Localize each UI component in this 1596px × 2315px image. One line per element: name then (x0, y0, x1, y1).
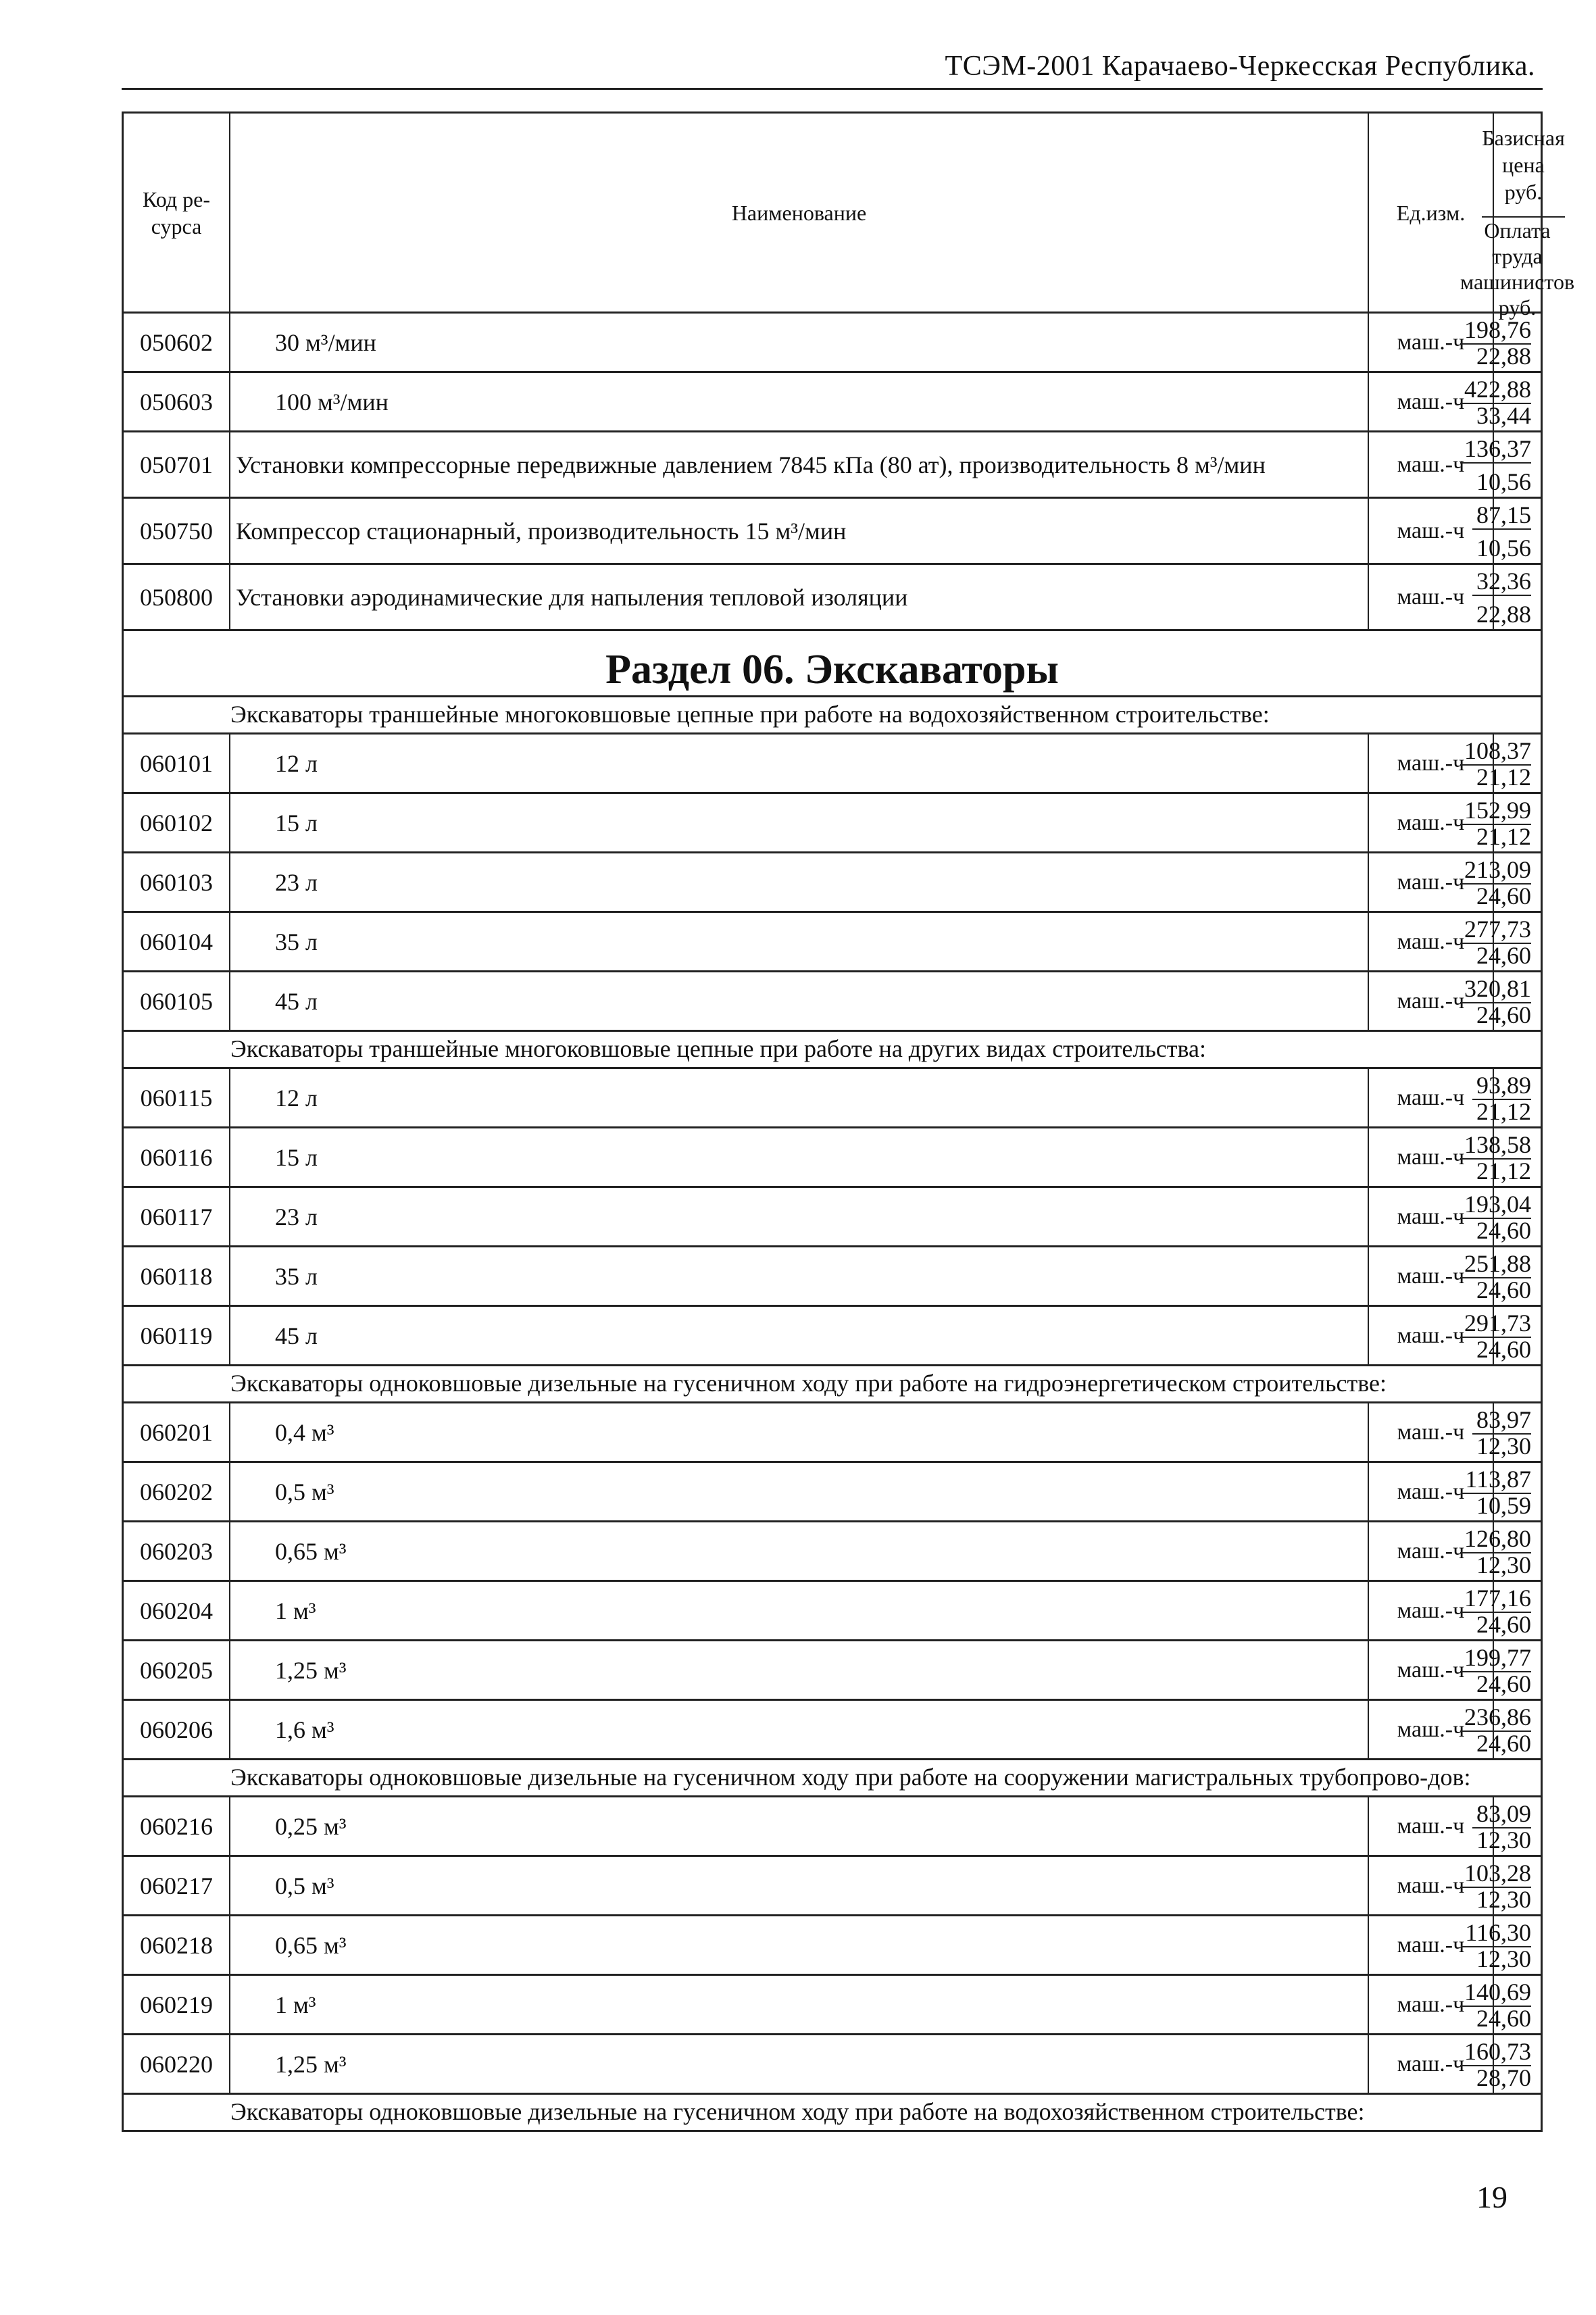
resource-unit: маш.-ч (1369, 1403, 1494, 1461)
page-number: 19 (1476, 2180, 1507, 2214)
resource-price-cell (1476, 499, 1541, 563)
resource-name: 100 м³/мин (230, 373, 1369, 430)
base-price: 291,73 (1460, 1310, 1531, 1338)
resource-name: Установки компрессорные передвижные давлением 7845 кПа (80 ат), производительность 8 м³/мин (230, 432, 1369, 497)
resource-price-cell (1464, 1307, 1541, 1364)
group-heading-row (124, 1364, 1541, 1401)
table-row (124, 497, 1541, 563)
table-row (124, 970, 1541, 1030)
resource-unit: маш.-ч (1369, 373, 1494, 430)
table-row (124, 732, 1541, 792)
operator-labor-price: 10,56 (1476, 468, 1531, 495)
section-title: Раздел 06. Экскаваторы (605, 647, 1059, 693)
resource-name: 12 л (230, 735, 1369, 792)
resource-price-cell (1464, 735, 1541, 792)
table-row (124, 1914, 1541, 1974)
resource-unit: маш.-ч (1369, 1188, 1494, 1245)
base-price: 160,73 (1460, 2038, 1531, 2066)
base-price: 83,97 (1472, 1406, 1531, 1435)
resource-code: 060202 (124, 1463, 230, 1520)
operator-labor-price: 24,60 (1476, 2005, 1531, 2032)
header-rule (122, 88, 1543, 90)
resource-code: 060105 (124, 972, 230, 1030)
price-table (122, 111, 1575, 2132)
resource-code: 060206 (124, 1701, 230, 1758)
base-price: 32,36 (1472, 568, 1531, 596)
resource-code: 060218 (124, 1916, 230, 1974)
resource-name: 0,25 м³ (230, 1797, 1369, 1855)
table-row (124, 851, 1541, 911)
resource-code: 060117 (124, 1188, 230, 1245)
operator-labor-price: 12,30 (1476, 1945, 1531, 1972)
table-row (124, 792, 1541, 851)
table-row (124, 1580, 1541, 1639)
base-price: 103,28 (1460, 1860, 1531, 1888)
resource-name: 0,4 м³ (230, 1403, 1369, 1461)
table-row (124, 1245, 1541, 1305)
table-row (124, 371, 1541, 430)
resource-code: 060101 (124, 735, 230, 792)
group-heading-row (124, 2093, 1541, 2130)
operator-labor-price: 24,60 (1476, 1001, 1531, 1028)
resource-name: 1,6 м³ (230, 1701, 1369, 1758)
table-row (124, 1855, 1541, 1914)
resource-unit: маш.-ч (1369, 1976, 1494, 2033)
operator-labor-price: 24,60 (1476, 942, 1531, 969)
header-price-labor: Оплата труда машинистов руб. (1460, 218, 1575, 320)
resource-price-cell (1464, 972, 1541, 1030)
operator-labor-price: 21,12 (1476, 1158, 1531, 1185)
base-price: 152,99 (1460, 797, 1531, 825)
resource-name: 1,25 м³ (230, 1641, 1369, 1699)
resource-name: 45 л (230, 972, 1369, 1030)
operator-labor-price: 24,60 (1476, 1217, 1531, 1244)
resource-name: 1,25 м³ (230, 2035, 1369, 2093)
resource-code: 060116 (124, 1128, 230, 1186)
resource-code: 060220 (124, 2035, 230, 2093)
table-row (124, 1699, 1541, 1758)
resource-price-cell (1464, 1522, 1541, 1580)
running-header: ТСЭМ-2001 Карачаево-Черкесская Республика. (945, 51, 1535, 82)
resource-code: 060216 (124, 1797, 230, 1855)
base-price: 136,37 (1460, 435, 1531, 464)
base-price: 251,88 (1460, 1250, 1531, 1278)
base-price: 320,81 (1460, 975, 1531, 1003)
resource-name: 1 м³ (230, 1582, 1369, 1639)
resource-price-cell (1464, 1188, 1541, 1245)
resource-price-cell (1476, 1069, 1541, 1126)
operator-labor-price: 21,12 (1476, 823, 1531, 850)
base-price: 236,86 (1460, 1703, 1531, 1732)
resource-price-cell (1464, 2035, 1541, 2093)
resource-price-cell (1476, 565, 1541, 629)
table-row (124, 1305, 1541, 1364)
table-row (124, 1974, 1541, 2033)
resource-code: 060204 (124, 1582, 230, 1639)
operator-labor-price: 21,12 (1476, 764, 1531, 791)
group-heading: Экскаваторы одноковшовые дизельные на гусеничном ходу при работе на водохозяйственном строительстве: (230, 2098, 1365, 2125)
resource-code: 050750 (124, 499, 230, 563)
resource-name: 0,5 м³ (230, 1463, 1369, 1520)
operator-labor-price: 28,70 (1476, 2064, 1531, 2091)
operator-labor-price: 22,88 (1476, 343, 1531, 370)
table-row (124, 1067, 1541, 1126)
base-price: 177,16 (1460, 1585, 1531, 1613)
resource-code: 050602 (124, 314, 230, 371)
operator-labor-price: 10,56 (1476, 534, 1531, 562)
operator-labor-price: 33,44 (1476, 402, 1531, 429)
resource-price-cell (1465, 1463, 1541, 1520)
resource-unit: маш.-ч (1369, 1307, 1494, 1364)
group-heading-row (124, 1758, 1541, 1795)
base-price: 199,77 (1460, 1644, 1531, 1672)
resource-price-cell (1464, 1857, 1541, 1914)
group-heading: Экскаваторы траншейные многоковшовые цепные при работе на других видах строительства: (230, 1035, 1206, 1062)
group-heading-row (124, 1030, 1541, 1067)
resource-unit: маш.-ч (1369, 1797, 1494, 1855)
base-price: 108,37 (1460, 737, 1531, 766)
section-heading-row (124, 629, 1541, 695)
base-price: 422,88 (1460, 376, 1531, 404)
base-price: 140,69 (1460, 1978, 1531, 2007)
resource-unit: маш.-ч (1369, 735, 1494, 792)
resource-price-cell (1464, 1701, 1541, 1758)
base-price: 87,15 (1472, 501, 1531, 530)
table-body (124, 312, 1541, 2130)
base-price: 198,76 (1460, 316, 1531, 345)
operator-labor-price: 21,12 (1476, 1098, 1531, 1125)
base-price: 126,80 (1460, 1525, 1531, 1553)
table-row (124, 1401, 1541, 1461)
resource-name: Установки аэродинамические для напыления тепловой изоляции (230, 565, 1369, 629)
operator-labor-price: 24,60 (1476, 1730, 1531, 1757)
group-heading: Экскаваторы одноковшовые дизельные на гусеничном ходу при работе на гидроэнергетическом строительстве: (230, 1370, 1387, 1397)
resource-unit: маш.-ч (1369, 1247, 1494, 1305)
group-heading: Экскаваторы траншейные многоковшовые цепные при работе на водохозяйственном строительстве: (230, 701, 1270, 728)
resource-unit: маш.-ч (1369, 794, 1494, 851)
resource-code: 050701 (124, 432, 230, 497)
resource-unit: маш.-ч (1369, 1069, 1494, 1126)
operator-labor-price: 10,59 (1476, 1492, 1531, 1519)
resource-unit: маш.-ч (1369, 314, 1494, 371)
resource-name: 23 л (230, 853, 1369, 911)
resource-code: 050800 (124, 565, 230, 629)
table-row (124, 312, 1541, 371)
operator-labor-price: 12,30 (1476, 1551, 1531, 1578)
base-price: 116,30 (1461, 1919, 1531, 1947)
resource-code: 060119 (124, 1307, 230, 1364)
resource-unit: маш.-ч (1369, 1582, 1494, 1639)
resource-price-cell (1464, 913, 1541, 970)
operator-labor-price: 12,30 (1476, 1826, 1531, 1853)
resource-unit: маш.-ч (1369, 972, 1494, 1030)
resource-name: 15 л (230, 1128, 1369, 1186)
resource-price-cell (1464, 853, 1541, 911)
table-row (124, 1520, 1541, 1580)
table-row (124, 2033, 1541, 2093)
base-price: 193,04 (1460, 1191, 1531, 1219)
group-heading: Экскаваторы одноковшовые дизельные на гусеничном ходу при работе на сооружении магистральных трубопрово-дов: (230, 1764, 1471, 1791)
resource-code: 060103 (124, 853, 230, 911)
resource-price-cell (1464, 432, 1541, 497)
base-price: 113,87 (1461, 1466, 1531, 1494)
resource-price-cell (1464, 1582, 1541, 1639)
resource-code: 060104 (124, 913, 230, 970)
resource-unit: маш.-ч (1369, 853, 1494, 911)
table-row (124, 563, 1541, 629)
group-heading-row (124, 695, 1541, 732)
resource-name: 30 м³/мин (230, 314, 1369, 371)
resource-name: 23 л (230, 1188, 1369, 1245)
base-price: 138,58 (1460, 1131, 1531, 1160)
resource-name: 35 л (230, 913, 1369, 970)
resource-price-cell (1464, 1128, 1541, 1186)
resource-name: 45 л (230, 1307, 1369, 1364)
resource-unit: маш.-ч (1369, 913, 1494, 970)
resource-price-cell (1464, 794, 1541, 851)
base-price: 277,73 (1460, 916, 1531, 944)
resource-name: 0,65 м³ (230, 1522, 1369, 1580)
base-price: 83,09 (1472, 1800, 1531, 1828)
resource-unit: маш.-ч (1369, 1463, 1494, 1520)
operator-labor-price: 12,30 (1476, 1886, 1531, 1913)
resource-code: 060203 (124, 1522, 230, 1580)
resource-price-cell (1464, 1641, 1541, 1699)
resource-code: 060118 (124, 1247, 230, 1305)
resource-code: 060219 (124, 1976, 230, 2033)
resource-unit: маш.-ч (1369, 1522, 1494, 1580)
header-code: Код ре-сурса (124, 114, 230, 312)
resource-price-cell (1464, 1247, 1541, 1305)
operator-labor-price: 24,60 (1476, 1276, 1531, 1303)
resource-unit: маш.-ч (1369, 499, 1494, 563)
resource-unit: маш.-ч (1369, 2035, 1494, 2093)
resource-unit: маш.-ч (1369, 1857, 1494, 1914)
table-row (124, 430, 1541, 497)
resource-unit: маш.-ч (1369, 1916, 1494, 1974)
resource-name: 12 л (230, 1069, 1369, 1126)
table-row (124, 1186, 1541, 1245)
resource-unit: маш.-ч (1369, 565, 1494, 629)
operator-labor-price: 24,60 (1476, 1670, 1531, 1697)
table-row (124, 1461, 1541, 1520)
resource-code: 060205 (124, 1641, 230, 1699)
operator-labor-price: 12,30 (1476, 1433, 1531, 1460)
resource-code: 060201 (124, 1403, 230, 1461)
operator-labor-price: 24,60 (1476, 1336, 1531, 1363)
resource-code: 060102 (124, 794, 230, 851)
resource-name: Компрессор стационарный, производительность 15 м³/мин (230, 499, 1369, 563)
resource-name: 0,5 м³ (230, 1857, 1369, 1914)
operator-labor-price: 24,60 (1476, 1611, 1531, 1638)
resource-unit: маш.-ч (1369, 1128, 1494, 1186)
resource-price-cell (1464, 373, 1541, 430)
resource-price-cell (1476, 1403, 1541, 1461)
table-row (124, 911, 1541, 970)
table-row (124, 1639, 1541, 1699)
header-price (1460, 114, 1575, 320)
table-header-row (124, 111, 1575, 320)
resource-unit: маш.-ч (1369, 432, 1494, 497)
resource-unit: маш.-ч (1369, 1641, 1494, 1699)
header-name: Наименование (230, 114, 1369, 312)
resource-name: 35 л (230, 1247, 1369, 1305)
base-price: 93,89 (1472, 1072, 1531, 1100)
resource-price-cell (1464, 1976, 1541, 2033)
resource-name: 0,65 м³ (230, 1916, 1369, 1974)
header-price-base: Базисная цена руб. (1482, 114, 1565, 218)
resource-price-cell (1476, 1797, 1541, 1855)
resource-price-cell (1464, 314, 1541, 371)
operator-labor-price: 22,88 (1476, 601, 1531, 628)
resource-unit: маш.-ч (1369, 1701, 1494, 1758)
base-price: 213,09 (1460, 856, 1531, 885)
table-row (124, 1795, 1541, 1855)
operator-labor-price: 24,60 (1476, 882, 1531, 910)
resource-code: 060217 (124, 1857, 230, 1914)
resource-name: 15 л (230, 794, 1369, 851)
resource-name: 1 м³ (230, 1976, 1369, 2033)
header-unit: Ед.изм. (1369, 114, 1494, 312)
resource-price-cell (1465, 1916, 1541, 1974)
resource-code: 050603 (124, 373, 230, 430)
resource-code: 060115 (124, 1069, 230, 1126)
table-row (124, 1126, 1541, 1186)
